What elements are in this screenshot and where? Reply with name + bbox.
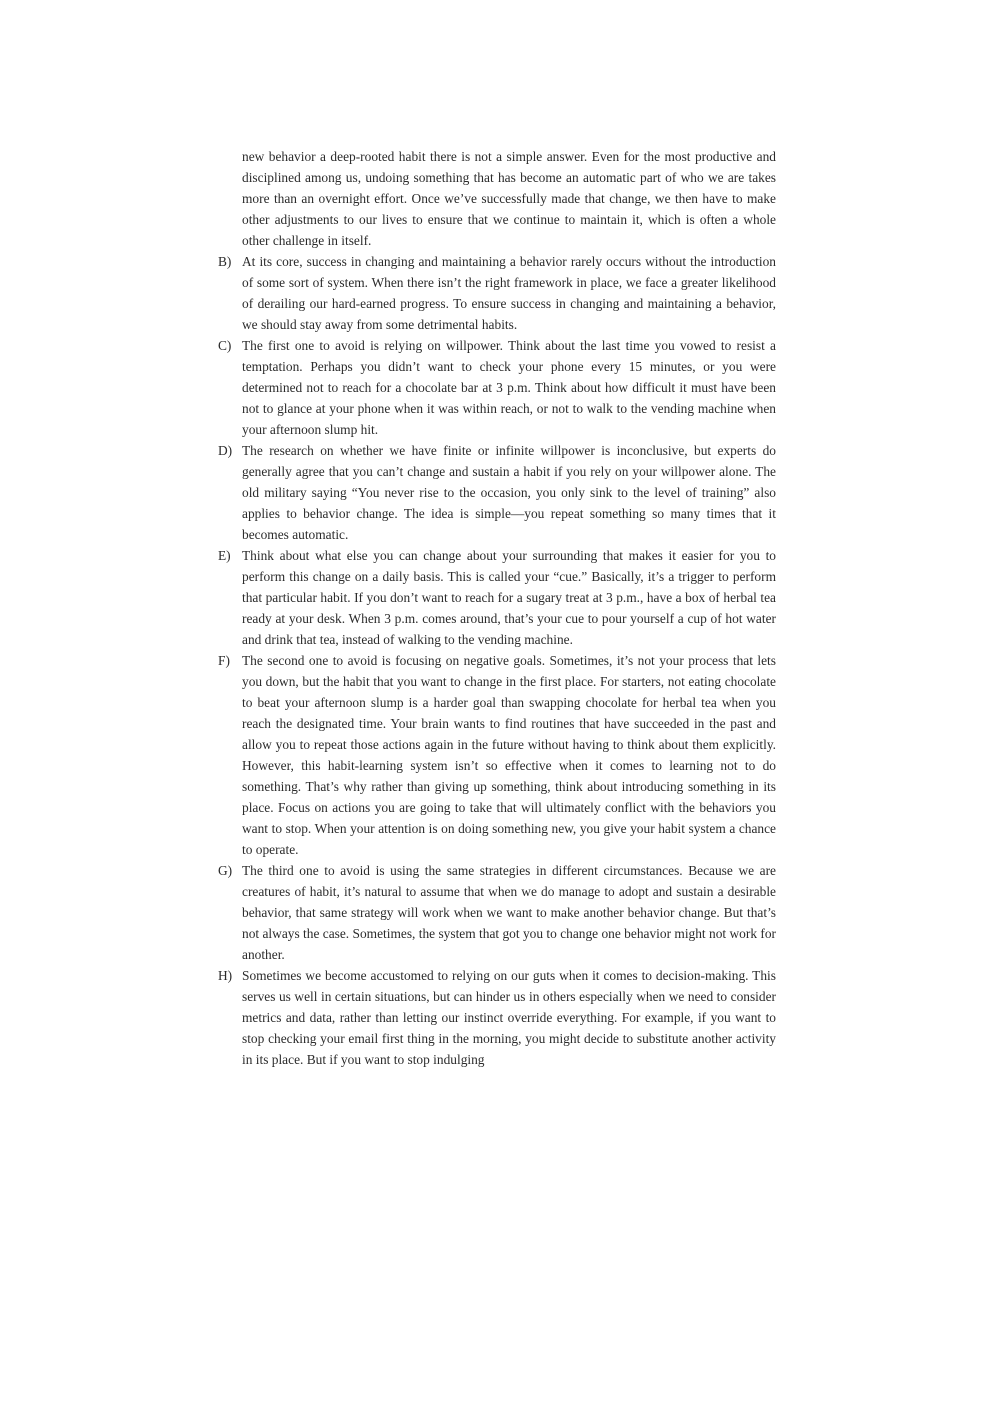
paragraph-text: At its core, success in changing and maintaining a behavior rarely occurs without the introduction of some sort of system. When there isn’t the right framework in place, we face a greater likelihood of derailing our hard-earned progress. To ensure success in changing and maintaining a behavior, we should stay away from some detrimental habits. (242, 254, 776, 332)
paragraph-text: Think about what else you can change about your surrounding that makes it easier for you to perform this change on a daily basis. This is called your “cue.” Basically, it’s a trigger to perform that particular habit. If you don’t want to reach for a sugary treat at 3 p.m., have a box of herbal tea ready at your desk. When 3 p.m. comes around, that’s your cue to pour yourself a cup of hot water and drink that tea, instead of walking to the vending machine. (242, 548, 776, 647)
paragraph-label: G) (218, 863, 233, 878)
paragraph-c (218, 335, 776, 440)
paragraph-h (218, 965, 776, 1070)
paragraph-g (218, 860, 776, 965)
paragraph-label: F) (218, 653, 230, 668)
paragraph-e (218, 545, 776, 650)
paragraph-d (218, 440, 776, 545)
continuation-paragraph: new behavior a deep-rooted habit there is not a simple answer. Even for the most productive and disciplined among us, undoing something that has become an automatic part of who we are takes more than an overnight effort. Once we’ve successfully made that change, we then have to make other adjustments to our lives to ensure that we continue to maintain it, which is often a whole other challenge in itself. (242, 149, 776, 248)
paragraph-text: The second one to avoid is focusing on negative goals. Sometimes, it’s not your process that lets you down, but the habit that you want to change in the first place. For starters, not eating chocolate to beat your afternoon slump is a harder goal than swapping chocolate for herbal tea when you reach the designated time. Your brain wants to find routines that have succeeded in the past and allow you to repeat those actions again in the future without having to think about them explicitly. However, this habit-learning system isn’t so effective when it comes to learning not to do something. That’s why rather than giving up something, think about introducing something in its place. Focus on actions you are going to take that will ultimately conflict with the behaviors you want to stop. When your attention is on doing something new, you give your habit system a chance to operate. (242, 653, 776, 857)
paragraph-label: D) (218, 443, 233, 458)
paragraph-label: C) (218, 338, 232, 353)
paragraph-text: Sometimes we become accustomed to relying on our guts when it comes to decision-making. This serves us well in certain situations, but can hinder us in others especially when we need to consider metrics and data, rather than letting our instinct override everything. For example, if you want to stop checking your email first thing in the morning, you might decide to substitute another activity in its place. But if you want to stop indulging (242, 968, 776, 1067)
article-body (218, 146, 776, 1070)
paragraph-label: E) (218, 548, 231, 563)
paragraph-text: The third one to avoid is using the same strategies in different circumstances. Because we are creatures of habit, it’s natural to assume that when we do manage to adopt and sustain a desirable behavior, that same strategy will work when we want to make another behavior change. But that’s not always the case. Sometimes, the system that got you to change one behavior might not work for another. (242, 863, 776, 962)
paragraph-text: The research on whether we have finite or infinite willpower is inconclusive, but experts do generally agree that you can’t change and sustain a habit if you rely on your willpower alone. The old military saying “You never rise to the occasion, you only sink to the level of training” also applies to behavior change. The idea is simple—you repeat something so many times that it becomes automatic. (242, 443, 776, 542)
paragraph-label: H) (218, 968, 233, 983)
paragraph-label: B) (218, 254, 232, 269)
paragraph-text: The first one to avoid is relying on willpower. Think about the last time you vowed to resist a temptation. Perhaps you didn’t want to check your phone every 15 minutes, or you were determined not to reach for a chocolate bar at 3 p.m. Think about how difficult it must have been not to glance at your phone when it was within reach, or not to walk to the vending machine when your afternoon slump hit. (242, 338, 776, 437)
paragraph-b (218, 251, 776, 335)
paragraph-f (218, 650, 776, 860)
